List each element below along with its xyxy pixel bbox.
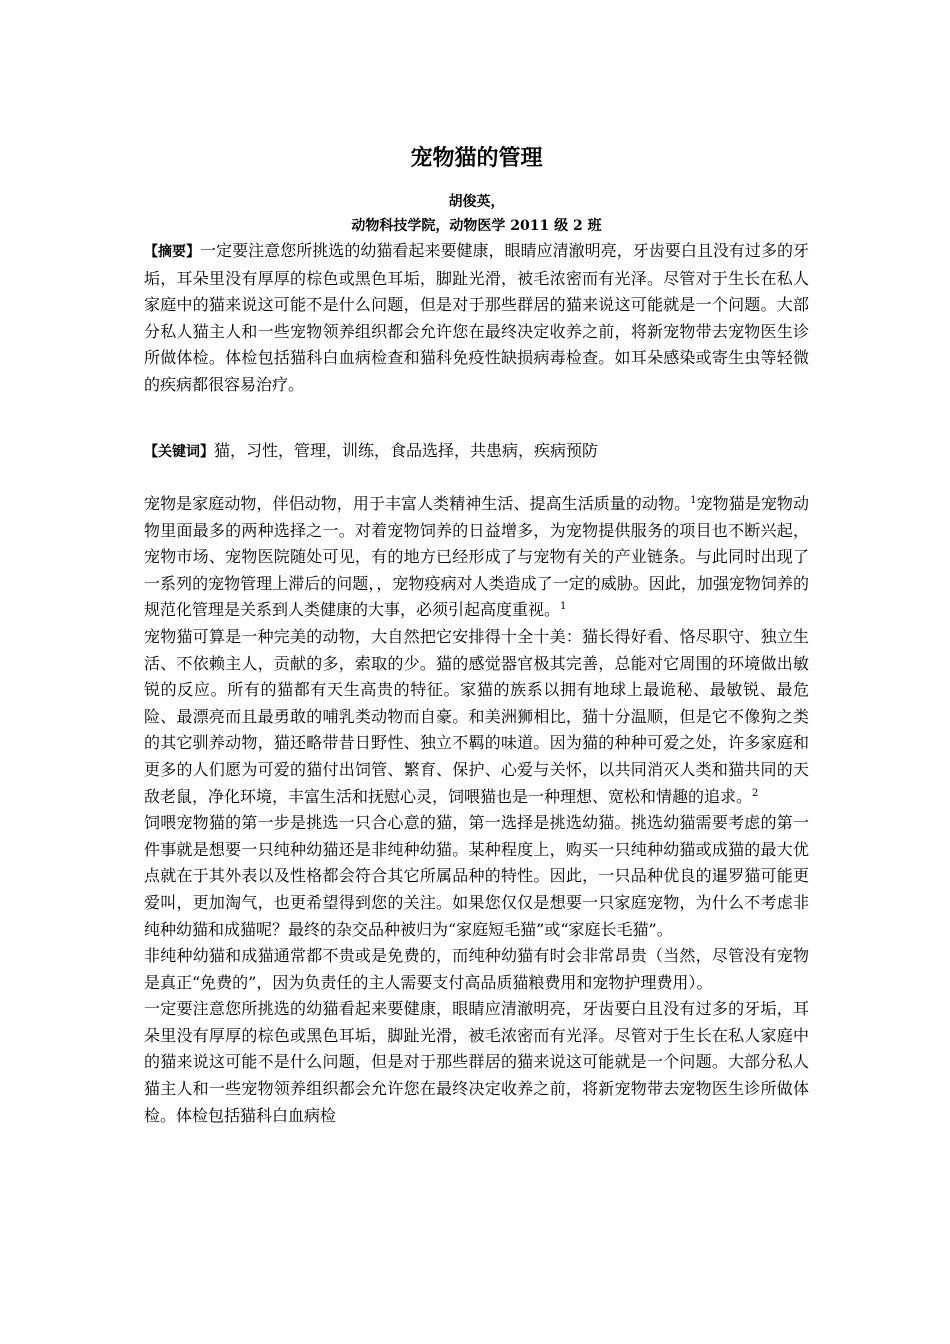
footnote-ref: 1 (690, 495, 697, 506)
abstract-label: 【摘要】 (144, 244, 201, 260)
document-title: 宠物猫的管理 (410, 146, 543, 171)
author-name: 胡俊英， (448, 194, 505, 210)
paragraph-2-text: 宠物猫可算是一种完美的动物，大自然把它安排得十全十美：猫长得好看、恪尽职守、独立生活、不依赖主人，贡献的多，索取的少。猫的感觉器官极其完善，总能对它周围的环境做出敏锐的反应。所有的猫都有天生高贵的特征。家猫的族系以拥有地球上最诡秘、最敏锐、最危险、最漂亮而且最勇敢的哺乳类动物而自豪。和美洲狮相比，猫十分温顺，但是它不像狗之类的其它驯养动物，猫还略带昔日野性、独立不羁的味道。因为猫的种种可爱之处，许多家庭和更多的人们愿为可爱的猫付出饲管、繁育、保护、心爱与关怀，以共同消灭人类和猫共同的天敌老鼠，净化环境，丰富生活和抚慰心灵，饲喂猫也是一种理想、宽松和情趣的追求。 (144, 626, 809, 806)
paragraph-3: 饲喂宠物猫的第一步是挑选一只合心意的猫，第一选择是挑选幼猫。挑选幼猫需要考虑的第一件事就是想要一只纯种幼猫还是非纯种幼猫。某种程度上，购买一只纯种幼猫或成猫的最大优点就在于其外表以及性格都会符合其它所属品种的特性。因此，一只品种优良的暹罗猫可能更爱叫，更加淘气，也更希望得到您的关注。如果您仅仅是想要一只家庭宠物，为什么不考虑非纯种幼猫和成猫呢？最终的杂交品种被归为“家庭短毛猫”或“家庭长毛猫”。 (144, 813, 809, 939)
abstract (144, 238, 809, 399)
author-affiliation: 动物科技学院，动物医学 2011 级 2 班 (351, 218, 602, 234)
paragraph-5: 一定要注意您所挑选的幼猫看起来要健康，眼睛应清澈明亮，牙齿要白且没有过多的牙垢，耳朵里没有厚厚的棕色或黑色耳垢，脚趾光滑，被毛浓密而有光泽。尽管对于生长在私人家庭中的猫来说这可能不是什么问题，但是对于那些群居的猫来说这可能就是一个问题。大部分私人猫主人和一些宠物领养组织都会允许您在最终决定收养之前，将新宠物带去宠物医生诊所做体检。体检包括猫科白血病检 (144, 999, 809, 1125)
footnote-ref: 1 (560, 601, 567, 613)
keywords-text: 猫，习性，管理，训练，食品选择，共患病，疾病预防 (214, 441, 599, 460)
paragraph-4: 非纯种幼猫和成猫通常都不贵或是免费的，而纯种幼猫有时会非常昂贵（当然，尽管没有宠物是真正“免费的”，因为负责任的主人需要支付高品质猫粮费用和宠物护理费用）。 (144, 946, 809, 992)
keywords (144, 438, 809, 466)
keywords-label: 【关键词】 (144, 444, 214, 460)
footnote-ref: 2 (752, 787, 759, 799)
paragraph-1-part-b: 宠物猫是宠物动物里面最多的两种选择之一。对着宠物饲养的日益增多，为宠物提供服务的项目也不断兴起，宠物市场、宠物医院随处可见，有的地方已经形成了与宠物有关的产业链条。与此同时出现了一系列的宠物管理上滞后的问题，，宠物疫病对人类造成了一定的威胁。因此，加强宠物饲养的规范化管理是关系到人类健康的大事，必须引起高度重视。 (144, 494, 809, 620)
abstract-text: 一定要注意您所挑选的幼猫看起来要健康，眼睛应清澈明亮，牙齿要白且没有过多的牙垢，耳朵里没有厚厚的棕色或黑色耳垢，脚趾光滑，被毛浓密而有光泽。尽管对于生长在私人家庭中的猫来说这可能不是什么问题，但是对于那些群居的猫来说这可能就是一个问题。大部分私人猫主人和一些宠物领养组织都会允许您在最终决定收养之前，将新宠物带去宠物医生诊所做体检。体检包括猫科白血病检查和猫科免疫性缺损病毒检查。如耳朵感染或寄生虫等轻微的疾病都很容易治疗。 (144, 241, 809, 394)
body-text (144, 491, 809, 1129)
paragraph-2 (144, 624, 809, 810)
paragraph-1 (144, 491, 809, 624)
paragraph-1-part-a: 宠物是家庭动物，伴侣动物，用于丰富人类精神生活、提高生活质量的动物。 (144, 494, 691, 513)
